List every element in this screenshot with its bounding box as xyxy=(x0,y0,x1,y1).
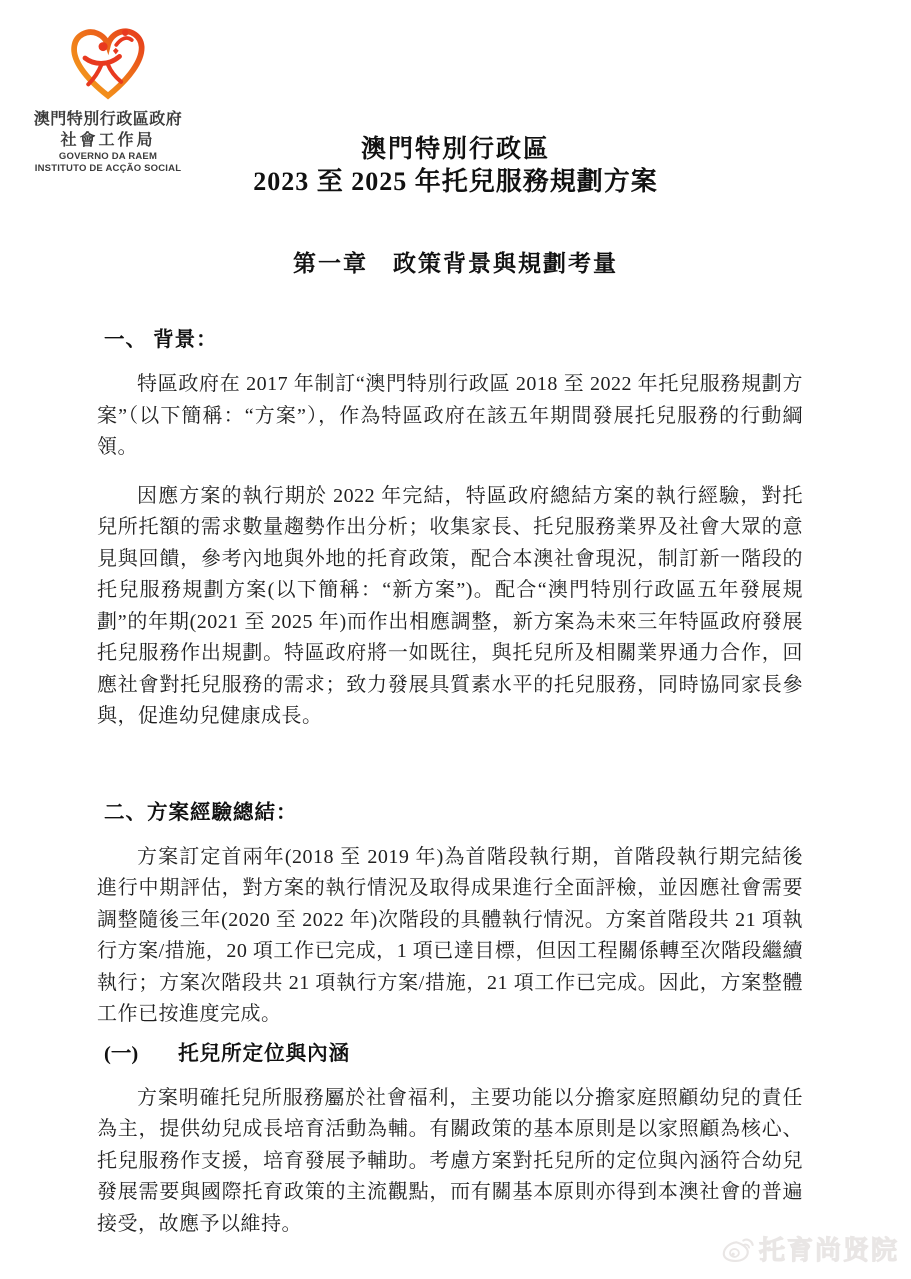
heart-logo-icon xyxy=(67,22,149,104)
document-body xyxy=(97,326,803,1240)
subsection-1-number: (一) xyxy=(104,1042,139,1065)
org-name-zh-line2: 社會工作局 xyxy=(60,132,156,149)
subsection-1-title: 托兒所定位與內涵 xyxy=(178,1042,351,1065)
section-1-paragraph-1: 特區政府在 2017 年制訂“澳門特別行政區 2018 至 2022 年托兒服務規劃方案”（以下簡稱：“方案”），作為特區政府在該五年期間發展托兒服務的行動綱領。 xyxy=(97,373,803,458)
org-name-zh-line1: 澳門特別行政區政府 xyxy=(33,111,183,128)
section-2-heading: 二、方案經驗總結： xyxy=(104,801,298,824)
watermark-text: 托育尚贤院 xyxy=(758,1235,899,1265)
org-name-pt-line2: INSTITUTO DE ACÇÃO SOCIAL xyxy=(34,163,182,174)
org-logo-block xyxy=(20,22,196,175)
subsection-1-paragraph-1: 方案明確托兒所服務屬於社會福利，主要功能以分擔家庭照顧幼兒的責任為主，提供幼兒成長培育活動為輔。有關政策的基本原則是以家照顧為核心、托兒服務作支援，培育發展予輔助。考慮方案對托兒所的定位與內涵符合幼兒發展需要與國際托育政策的主流觀點，而有關基本原則亦得到本澳社會的普遍接受，故應予以維持。 xyxy=(97,1086,803,1235)
chapter-heading: 第一章 政策背景與規劃考量 xyxy=(293,251,618,276)
section-2-paragraph-1: 方案訂定首兩年(2018 至 2019 年)為首階段執行期，首階段執行期完結後進行中期評估，對方案的執行情況及取得成果進行全面評檢，並因應社會需要調整隨後三年(2020 至 2022 年)次階段的具體執行情況。方案首階段共 21 項執行方案/措施，20 項工作已完成，1 項已達目標，但因工程關係轉至次階段繼續執行；方案次階段共 21 項執行方案/措施，21 項工作已完成。因此，方案整體工作已按進度完成。 xyxy=(97,845,803,1025)
watermark xyxy=(722,1230,899,1267)
document-title-line-1: 澳門特別行政區 xyxy=(360,136,550,163)
org-name-pt-line1: GOVERNO DA RAEM xyxy=(58,151,158,162)
subsection-1-heading xyxy=(104,1040,803,1068)
document-title-line-2: 2023 至 2025 年托兒服務規劃方案 xyxy=(253,167,658,196)
section-1-heading: 一、 背景： xyxy=(104,329,218,351)
weibo-icon xyxy=(722,1235,754,1262)
section-1-paragraph-2: 因應方案的執行期於 2022 年完結，特區政府總結方案的執行經驗，對托兒所托額的需求數量趨勢作出分析；收集家長、托兒服務業界及社會大眾的意見與回饋，參考內地與外地的托育政策，配合本澳社會現況，制訂新一階段的托兒服務規劃方案(以下簡稱：“新方案”)。配合“澳門特別行政區五年發展規劃”的年期(2021 至 2025 年)而作出相應調整，新方案為未來三年特區政府發展托兒服務作出規劃。特區政府將一如既往，與托兒所及相關業界通力合作，回應社會對托兒服務的需求；致力發展具質素水平的托兒服務，同時協同家長參與，促進幼兒健康成長。 xyxy=(97,484,803,727)
